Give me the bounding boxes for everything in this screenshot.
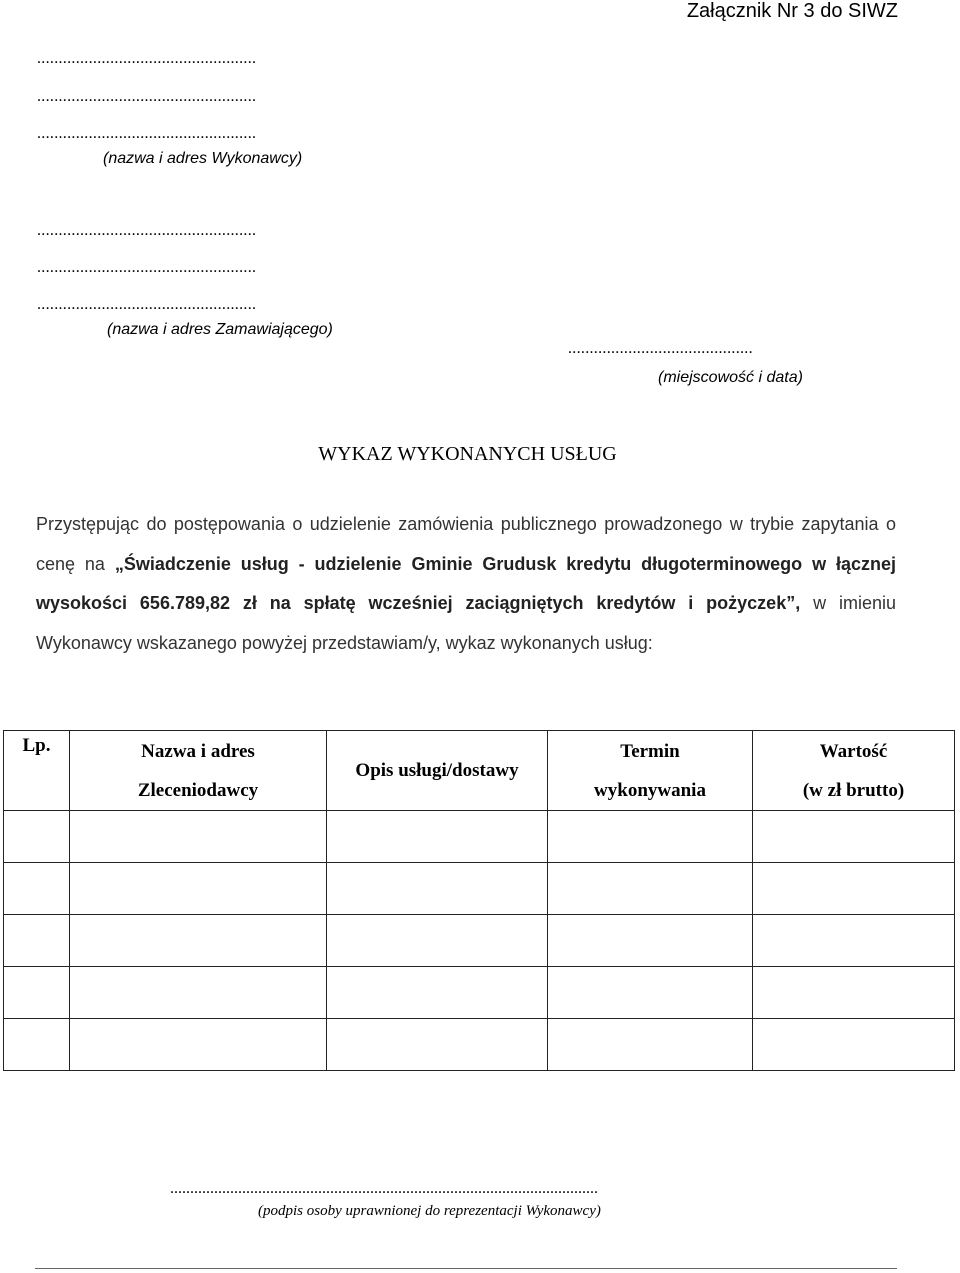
table-row — [4, 915, 955, 967]
client-line-1: ................................................... — [37, 222, 257, 239]
table-row — [4, 811, 955, 863]
header-term-line-2: wykonywania — [594, 779, 706, 801]
cell-client-name[interactable] — [70, 967, 327, 1019]
client-line-3: ................................................... — [37, 296, 257, 313]
contractor-line-2: ................................................... — [37, 88, 257, 105]
cell-description[interactable] — [327, 1019, 548, 1071]
header-term — [548, 731, 753, 811]
table-row — [4, 1019, 955, 1071]
header-value-line-1: Wartość — [819, 740, 888, 762]
cell-description[interactable] — [327, 967, 548, 1019]
cell-value[interactable] — [753, 967, 955, 1019]
signature-caption: (podpis osoby uprawnionej do reprezentacji Wykonawcy) — [258, 1203, 601, 1219]
header-client-name-line-1: Nazwa i adres — [141, 740, 255, 762]
document-title: WYKAZ WYKONANYCH USŁUG — [318, 443, 617, 465]
cell-description[interactable] — [327, 863, 548, 915]
header-description: Opis usługi/dostawy — [327, 731, 548, 811]
cell-value[interactable] — [753, 863, 955, 915]
table-row — [4, 967, 955, 1019]
contractor-line-3: ................................................... — [37, 125, 257, 142]
cell-lp[interactable] — [4, 1019, 70, 1071]
header-client-name — [70, 731, 327, 811]
client-caption: (nazwa i adres Zamawiającego) — [107, 321, 333, 338]
cell-lp[interactable] — [4, 967, 70, 1019]
cell-term[interactable] — [548, 915, 753, 967]
table-row — [4, 863, 955, 915]
cell-description[interactable] — [327, 915, 548, 967]
cell-term[interactable] — [548, 967, 753, 1019]
cell-term[interactable] — [548, 1019, 753, 1071]
place-date-line: ........................................... — [568, 340, 753, 357]
cell-lp[interactable] — [4, 915, 70, 967]
paragraph-outro: w imieniu Wykonawcy wskazanego powyżej przedstawiam/y, wykaz wykonanych usług: — [36, 593, 896, 653]
footer-divider — [35, 1268, 897, 1269]
cell-term[interactable] — [548, 811, 753, 863]
header-value-line-2: (w zł brutto) — [802, 779, 905, 801]
cell-lp[interactable] — [4, 811, 70, 863]
cell-value[interactable] — [753, 915, 955, 967]
paragraph-intro: Przystępując do postępowania o udzielenie zamówienia publicznego prowadzonego w trybie zapytania o cenę na — [36, 514, 896, 574]
cell-lp[interactable] — [4, 863, 70, 915]
cell-value[interactable] — [753, 1019, 955, 1071]
client-line-2: ................................................... — [37, 259, 257, 276]
contractor-line-1: ................................................... — [37, 50, 257, 67]
cell-term[interactable] — [548, 863, 753, 915]
services-table — [3, 730, 955, 1071]
cell-client-name[interactable] — [70, 863, 327, 915]
header-term-line-1: Termin — [620, 740, 680, 762]
cell-client-name[interactable] — [70, 811, 327, 863]
cell-value[interactable] — [753, 811, 955, 863]
paragraph-subject: „Świadczenie usług - udzielenie Gminie Grudusk kredytu długoterminowego w łącznej wysokości 656.789,82 zł na spłatę wcześniej zaciągniętych kredytów i pożyczek”, — [36, 553, 896, 613]
attachment-label: Załącznik Nr 3 do SIWZ — [686, 0, 898, 22]
contractor-caption: (nazwa i adres Wykonawcy) — [103, 150, 303, 167]
table-header-row — [4, 731, 955, 811]
declaration-paragraph — [36, 505, 896, 663]
cell-client-name[interactable] — [70, 1019, 327, 1071]
place-date-caption: (miejscowość i data) — [658, 369, 803, 386]
cell-description[interactable] — [327, 811, 548, 863]
signature-line: ........................................................................................................... — [170, 1180, 598, 1197]
header-value — [753, 731, 955, 811]
header-client-name-line-2: Zleceniodawcy — [137, 779, 259, 801]
cell-client-name[interactable] — [70, 915, 327, 967]
header-lp: Lp. — [4, 731, 70, 811]
